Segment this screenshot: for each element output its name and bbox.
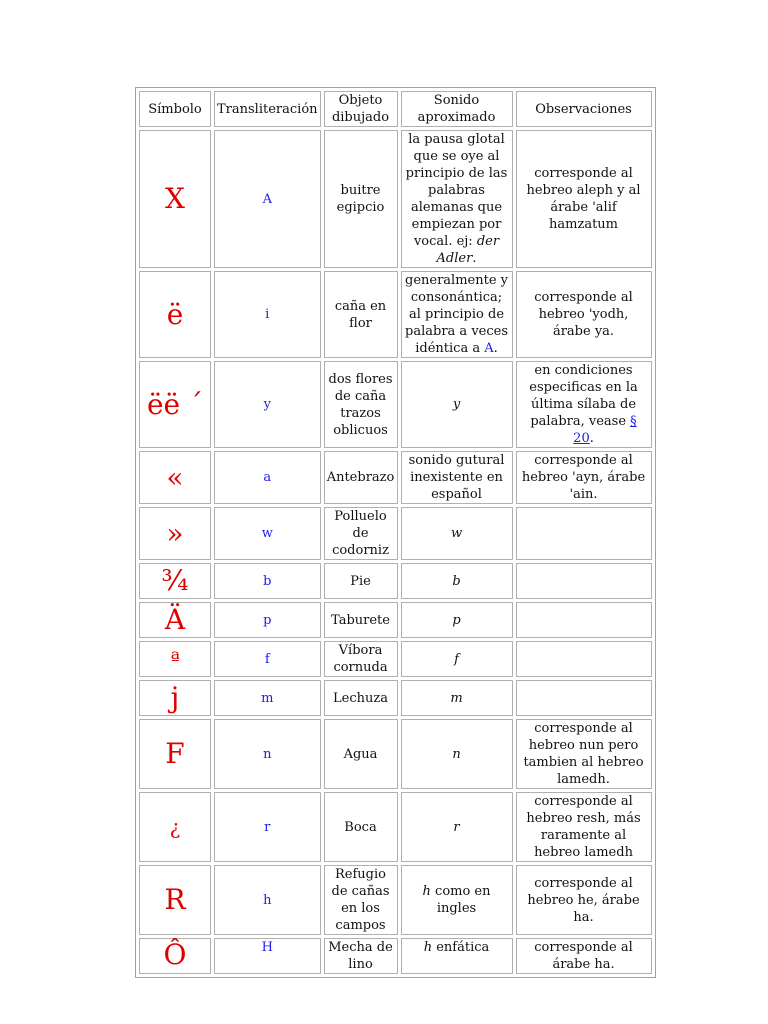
sound-cell: b: [401, 563, 513, 599]
sound-cell: [401, 865, 513, 935]
sound-cell: r: [401, 792, 513, 862]
section-link[interactable]: § 20: [573, 414, 637, 446]
sound-cell: m: [401, 680, 513, 716]
sound-end: .: [472, 251, 477, 266]
table-row: [139, 130, 652, 268]
sound-italic: der Adler: [436, 234, 500, 266]
translit-cell: i: [214, 271, 321, 358]
sound-cell: n: [401, 719, 513, 789]
translit-cell: f: [214, 641, 321, 677]
translit-cell: y: [214, 361, 321, 448]
notes-cell: [516, 680, 652, 716]
symbol-cell: Ô: [139, 938, 211, 974]
sound-cell: w: [401, 507, 513, 560]
sound-italic: h: [423, 940, 433, 955]
transliteration-table-container: [135, 87, 656, 978]
notes-cell: corresponde al hebreo 'ayn, árabe 'ain.: [516, 451, 652, 504]
object-cell: dos flores de caña trazos oblicuos: [324, 361, 398, 448]
sound-text: la pausa glotal que se oye al principio de las palabras alemanas que empiezan por vocal. ej:: [405, 132, 508, 249]
translit-cell: a: [214, 451, 321, 504]
symbol-cell: »: [139, 507, 211, 560]
notes-cell: corresponde al hebreo aleph y al árabe 'alif hamzatum: [516, 130, 652, 268]
table-row: [139, 271, 652, 358]
object-cell: Pie: [324, 563, 398, 599]
notes-cell: corresponde al hebreo nun pero tambien al hebreo lamedh.: [516, 719, 652, 789]
symbol-cell: ª: [139, 641, 211, 677]
header-observaciones: Observaciones: [516, 91, 652, 127]
header-sonido: Sonido aproximado: [401, 91, 513, 127]
table-row: [139, 680, 652, 716]
sound-text: enfática: [432, 940, 490, 955]
table-row: [139, 792, 652, 862]
object-cell: Polluelo de codorniz: [324, 507, 398, 560]
object-cell: Refugio de cañas en los campos: [324, 865, 398, 935]
object-cell: Víbora cornuda: [324, 641, 398, 677]
sound-cell: [401, 130, 513, 268]
sound-end: .: [493, 341, 498, 356]
header-row: [139, 91, 652, 127]
translit-cell: A: [214, 130, 321, 268]
table-row: [139, 865, 652, 935]
symbol-cell: «: [139, 451, 211, 504]
object-cell: caña en flor: [324, 271, 398, 358]
notes-cell: corresponde al hebreo he, árabe ha.: [516, 865, 652, 935]
object-cell: Boca: [324, 792, 398, 862]
symbol-cell: R: [139, 865, 211, 935]
translit-cell: p: [214, 602, 321, 638]
symbol-cell: ¾: [139, 563, 211, 599]
notes-cell: [516, 641, 652, 677]
object-cell: Taburete: [324, 602, 398, 638]
notes-cell: corresponde al árabe ha.: [516, 938, 652, 974]
notes-text: en condiciones especificas en la última sílaba de palabra, vease: [529, 363, 638, 429]
sound-cell: sonido gutural inexistente en español: [401, 451, 513, 504]
translit-cell: H: [214, 938, 321, 974]
sound-link[interactable]: A: [484, 341, 494, 356]
symbol-cell: ëë ´: [139, 361, 211, 448]
object-cell: Mecha de lino: [324, 938, 398, 974]
symbol-cell: ë: [139, 271, 211, 358]
sound-text: como en ingles: [430, 884, 491, 916]
transliteration-table: [135, 87, 656, 978]
object-cell: Antebrazo: [324, 451, 398, 504]
sound-cell: p: [401, 602, 513, 638]
notes-cell: [516, 507, 652, 560]
sound-cell: y: [401, 361, 513, 448]
table-row: [139, 361, 652, 448]
notes-end: .: [589, 431, 594, 446]
sound-text: generalmente y consonántica; al principio de palabra a veces idéntica a: [405, 273, 509, 356]
table-row: [139, 602, 652, 638]
translit-cell: n: [214, 719, 321, 789]
object-cell: Lechuza: [324, 680, 398, 716]
sound-cell: [401, 271, 513, 358]
header-transliteracion: Transliteración: [214, 91, 321, 127]
translit-cell: m: [214, 680, 321, 716]
symbol-cell: F: [139, 719, 211, 789]
object-cell: buitre egipcio: [324, 130, 398, 268]
notes-cell: [516, 563, 652, 599]
sound-cell: [401, 938, 513, 974]
symbol-cell: X: [139, 130, 211, 268]
header-simbolo: Símbolo: [139, 91, 211, 127]
notes-cell: corresponde al hebreo 'yodh, árabe ya.: [516, 271, 652, 358]
notes-cell: [516, 602, 652, 638]
table-row: [139, 641, 652, 677]
translit-cell: r: [214, 792, 321, 862]
symbol-cell: ¿: [139, 792, 211, 862]
sound-italic: h: [422, 884, 431, 899]
table-row: [139, 719, 652, 789]
symbol-cell: Ä: [139, 602, 211, 638]
table-row: [139, 938, 652, 974]
object-cell: Agua: [324, 719, 398, 789]
table-row: [139, 563, 652, 599]
notes-cell: [516, 361, 652, 448]
notes-cell: corresponde al hebreo resh, más raramente al hebreo lamedh: [516, 792, 652, 862]
symbol-cell: j: [139, 680, 211, 716]
sound-cell: f: [401, 641, 513, 677]
translit-cell: h: [214, 865, 321, 935]
translit-cell: w: [214, 507, 321, 560]
translit-cell: b: [214, 563, 321, 599]
table-row: [139, 507, 652, 560]
header-objeto: Objeto dibujado: [324, 91, 398, 127]
table-row: [139, 451, 652, 504]
